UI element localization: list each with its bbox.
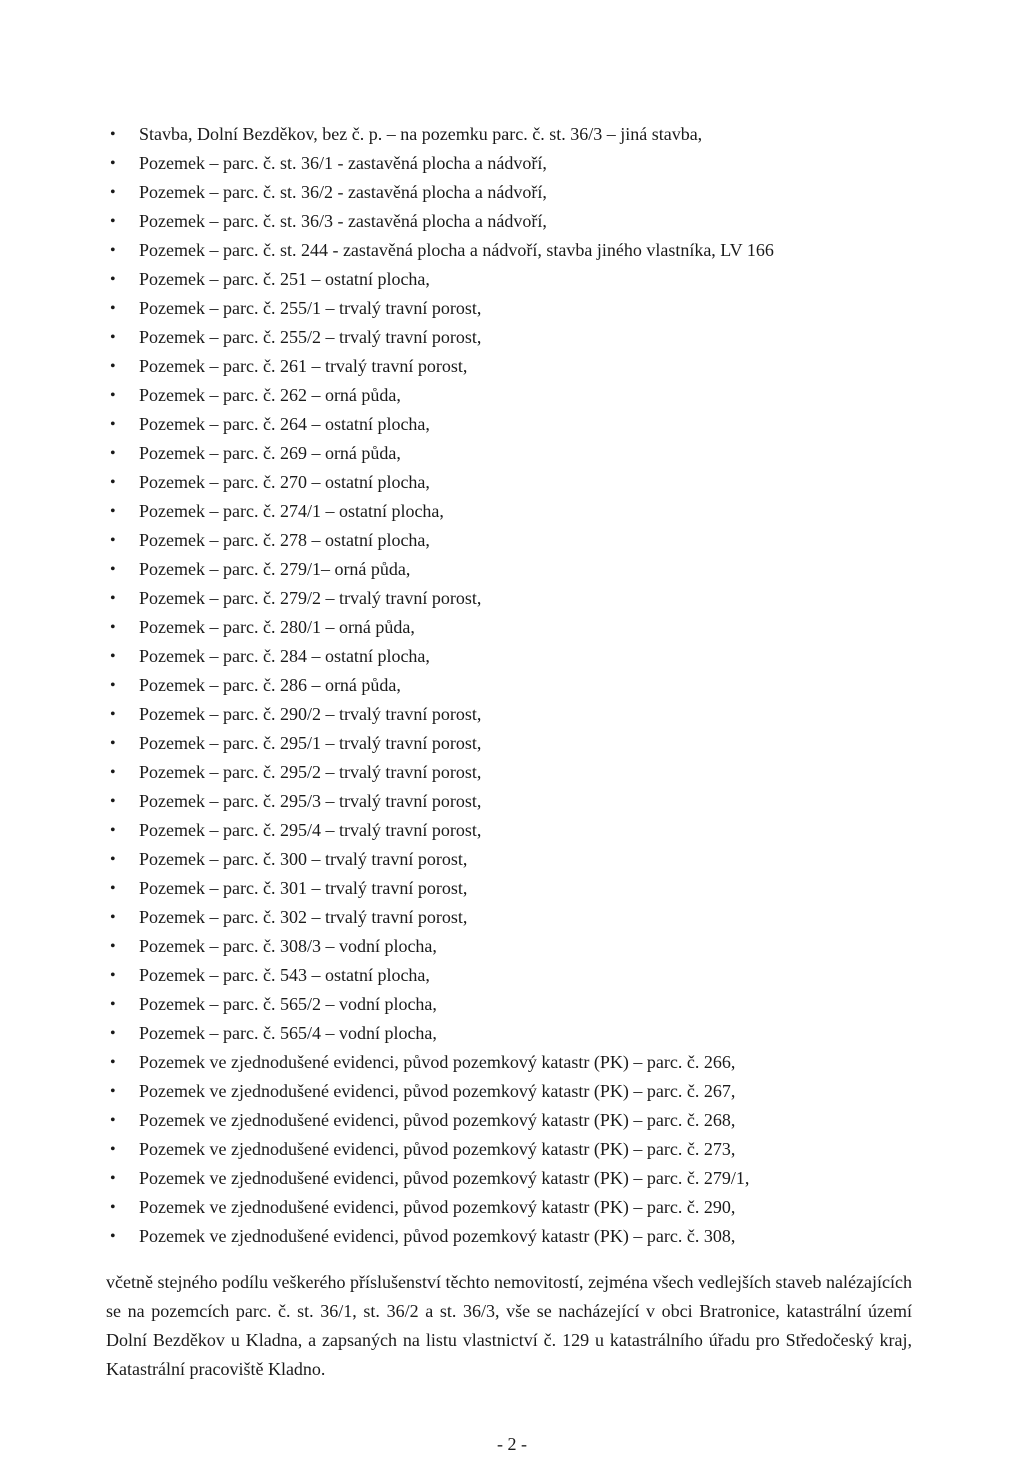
list-item [104, 439, 964, 468]
bullet-icon: • [110, 1199, 116, 1216]
list-item [104, 265, 964, 294]
list-item-text: Pozemek – parc. č. 261 – trvalý travní porost, [139, 356, 468, 376]
list-item-text: Pozemek – parc. č. 295/4 – trvalý travní porost, [139, 820, 482, 840]
bullet-icon: • [110, 648, 116, 665]
bullet-icon: • [110, 184, 116, 201]
list-item-text: Pozemek – parc. č. 301 – trvalý travní porost, [139, 878, 468, 898]
list-item-text: Pozemek – parc. č. 269 – orná půda, [139, 443, 401, 463]
list-item-text: Pozemek – parc. č. 279/2 – trvalý travní porost, [139, 588, 482, 608]
page-number: - 2 - [497, 1434, 527, 1454]
bullet-icon: • [110, 387, 116, 404]
list-item [104, 497, 964, 526]
list-item [104, 700, 964, 729]
list-item [104, 758, 964, 787]
bullet-icon: • [110, 1112, 116, 1129]
list-item-text: Pozemek – parc. č. 264 – ostatní plocha, [139, 414, 430, 434]
bullet-icon: • [110, 1228, 116, 1245]
list-item [104, 1106, 964, 1135]
bullet-icon: • [110, 851, 116, 868]
list-item-text: Pozemek ve zjednodušené evidenci, původ pozemkový katastr (PK) – parc. č. 273, [139, 1139, 736, 1159]
bullet-icon: • [110, 619, 116, 636]
bullet-icon: • [110, 677, 116, 694]
list-item [104, 149, 964, 178]
list-item [104, 1019, 964, 1048]
bullet-icon: • [110, 793, 116, 810]
list-item [104, 642, 964, 671]
bullet-icon: • [110, 1025, 116, 1042]
bullet-icon: • [110, 967, 116, 984]
bullet-icon: • [110, 1141, 116, 1158]
list-item-text: Pozemek – parc. č. 565/2 – vodní plocha, [139, 994, 437, 1014]
list-item-text: Pozemek – parc. č. 279/1– orná půda, [139, 559, 411, 579]
list-item [104, 816, 964, 845]
list-item-text: Pozemek – parc. č. 280/1 – orná půda, [139, 617, 415, 637]
list-item-text: Pozemek – parc. č. 300 – trvalý travní porost, [139, 849, 468, 869]
bullet-icon: • [110, 329, 116, 346]
list-item [104, 613, 964, 642]
list-item [104, 294, 964, 323]
list-item [104, 903, 964, 932]
list-item [104, 468, 964, 497]
list-item [104, 381, 964, 410]
list-item-text: Pozemek – parc. č. 295/1 – trvalý travní porost, [139, 733, 482, 753]
list-item [104, 1164, 964, 1193]
bullet-icon: • [110, 909, 116, 926]
property-list [104, 120, 964, 1251]
list-item [104, 729, 964, 758]
list-item-text: Pozemek – parc. č. 565/4 – vodní plocha, [139, 1023, 437, 1043]
list-item-text: Pozemek – parc. č. 286 – orná půda, [139, 675, 401, 695]
bullet-icon: • [110, 300, 116, 317]
list-item-text: Pozemek – parc. č. st. 36/3 - zastavěná plocha a nádvoří, [139, 211, 547, 231]
list-item-text: Pozemek – parc. č. 308/3 – vodní plocha, [139, 936, 437, 956]
bullet-icon: • [110, 503, 116, 520]
list-item-text: Pozemek – parc. č. 278 – ostatní plocha, [139, 530, 430, 550]
bullet-icon: • [110, 126, 116, 143]
bullet-icon: • [110, 590, 116, 607]
list-item [104, 1077, 964, 1106]
bullet-icon: • [110, 155, 116, 172]
list-item [104, 1222, 964, 1251]
list-item [104, 555, 964, 584]
bullet-icon: • [110, 271, 116, 288]
list-item-text: Pozemek – parc. č. 290/2 – trvalý travní porost, [139, 704, 482, 724]
list-item [104, 671, 964, 700]
list-item-text: Pozemek ve zjednodušené evidenci, původ pozemkový katastr (PK) – parc. č. 266, [139, 1052, 736, 1072]
bullet-icon: • [110, 416, 116, 433]
list-item [104, 120, 964, 149]
list-item-text: Pozemek – parc. č. 295/2 – trvalý travní porost, [139, 762, 482, 782]
list-item [104, 961, 964, 990]
bullet-icon: • [110, 1083, 116, 1100]
list-item-text: Pozemek ve zjednodušené evidenci, původ pozemkový katastr (PK) – parc. č. 268, [139, 1110, 736, 1130]
bullet-icon: • [110, 213, 116, 230]
list-item [104, 178, 964, 207]
list-item-text: Pozemek – parc. č. 255/1 – trvalý travní porost, [139, 298, 482, 318]
list-item [104, 323, 964, 352]
bullet-icon: • [110, 706, 116, 723]
list-item-text: Pozemek – parc. č. 255/2 – trvalý travní porost, [139, 327, 482, 347]
list-item [104, 352, 964, 381]
list-item-text: Pozemek – parc. č. 295/3 – trvalý travní porost, [139, 791, 482, 811]
list-item-text: Pozemek – parc. č. st. 36/2 - zastavěná plocha a nádvoří, [139, 182, 547, 202]
bullet-icon: • [110, 996, 116, 1013]
bullet-icon: • [110, 561, 116, 578]
bullet-icon: • [110, 1170, 116, 1187]
list-item [104, 932, 964, 961]
bullet-icon: • [110, 358, 116, 375]
bullet-icon: • [110, 938, 116, 955]
bullet-icon: • [110, 474, 116, 491]
list-item [104, 207, 964, 236]
list-item [104, 1048, 964, 1077]
list-item-text: Pozemek – parc. č. st. 244 - zastavěná plocha a nádvoří, stavba jiného vlastníka, LV 166 [139, 240, 774, 260]
bullet-icon: • [110, 764, 116, 781]
list-item-text: Pozemek ve zjednodušené evidenci, původ pozemkový katastr (PK) – parc. č. 290, [139, 1197, 736, 1217]
bullet-icon: • [110, 445, 116, 462]
list-item [104, 584, 964, 613]
list-item [104, 1135, 964, 1164]
list-item [104, 236, 964, 265]
list-item [104, 990, 964, 1019]
list-item-text: Pozemek – parc. č. 543 – ostatní plocha, [139, 965, 430, 985]
list-item-text: Pozemek – parc. č. 262 – orná půda, [139, 385, 401, 405]
list-item-text: Pozemek ve zjednodušené evidenci, původ pozemkový katastr (PK) – parc. č. 279/1, [139, 1168, 750, 1188]
list-item [104, 526, 964, 555]
list-item-text: Pozemek – parc. č. 284 – ostatní plocha, [139, 646, 430, 666]
list-item-text: Pozemek – parc. č. 302 – trvalý travní porost, [139, 907, 468, 927]
bullet-icon: • [110, 880, 116, 897]
list-item [104, 845, 964, 874]
list-item-text: Pozemek – parc. č. 270 – ostatní plocha, [139, 472, 430, 492]
bullet-icon: • [110, 532, 116, 549]
list-item-text: Pozemek – parc. č. 251 – ostatní plocha, [139, 269, 430, 289]
list-item [104, 410, 964, 439]
bullet-icon: • [110, 822, 116, 839]
list-item-text: Pozemek ve zjednodušené evidenci, původ pozemkový katastr (PK) – parc. č. 308, [139, 1226, 736, 1246]
list-item [104, 874, 964, 903]
closing-paragraph: včetně stejného podílu veškerého příslušenství těchto nemovitostí, zejména všech vedlejších staveb nalézajících se na pozemcích parc. č. st. 36/1, st. 36/2 a st. 36/3, vše se nacházející v obci Bratronice, katastrální území Dolní Bezděkov u Kladna, a zapsaných na listu vlastnictví č. 129 u katastrálního úřadu pro Středočeský kraj, Katastrální pracoviště Kladno. [106, 1272, 912, 1379]
list-item-text: Pozemek – parc. č. 274/1 – ostatní plocha, [139, 501, 444, 521]
list-item [104, 787, 964, 816]
bullet-icon: • [110, 1054, 116, 1071]
list-item [104, 1193, 964, 1222]
list-item-text: Stavba, Dolní Bezděkov, bez č. p. – na pozemku parc. č. st. 36/3 – jiná stavba, [139, 124, 703, 144]
bullet-icon: • [110, 735, 116, 752]
bullet-icon: • [110, 242, 116, 259]
list-item-text: Pozemek ve zjednodušené evidenci, původ pozemkový katastr (PK) – parc. č. 267, [139, 1081, 736, 1101]
list-item-text: Pozemek – parc. č. st. 36/1 - zastavěná plocha a nádvoří, [139, 153, 547, 173]
